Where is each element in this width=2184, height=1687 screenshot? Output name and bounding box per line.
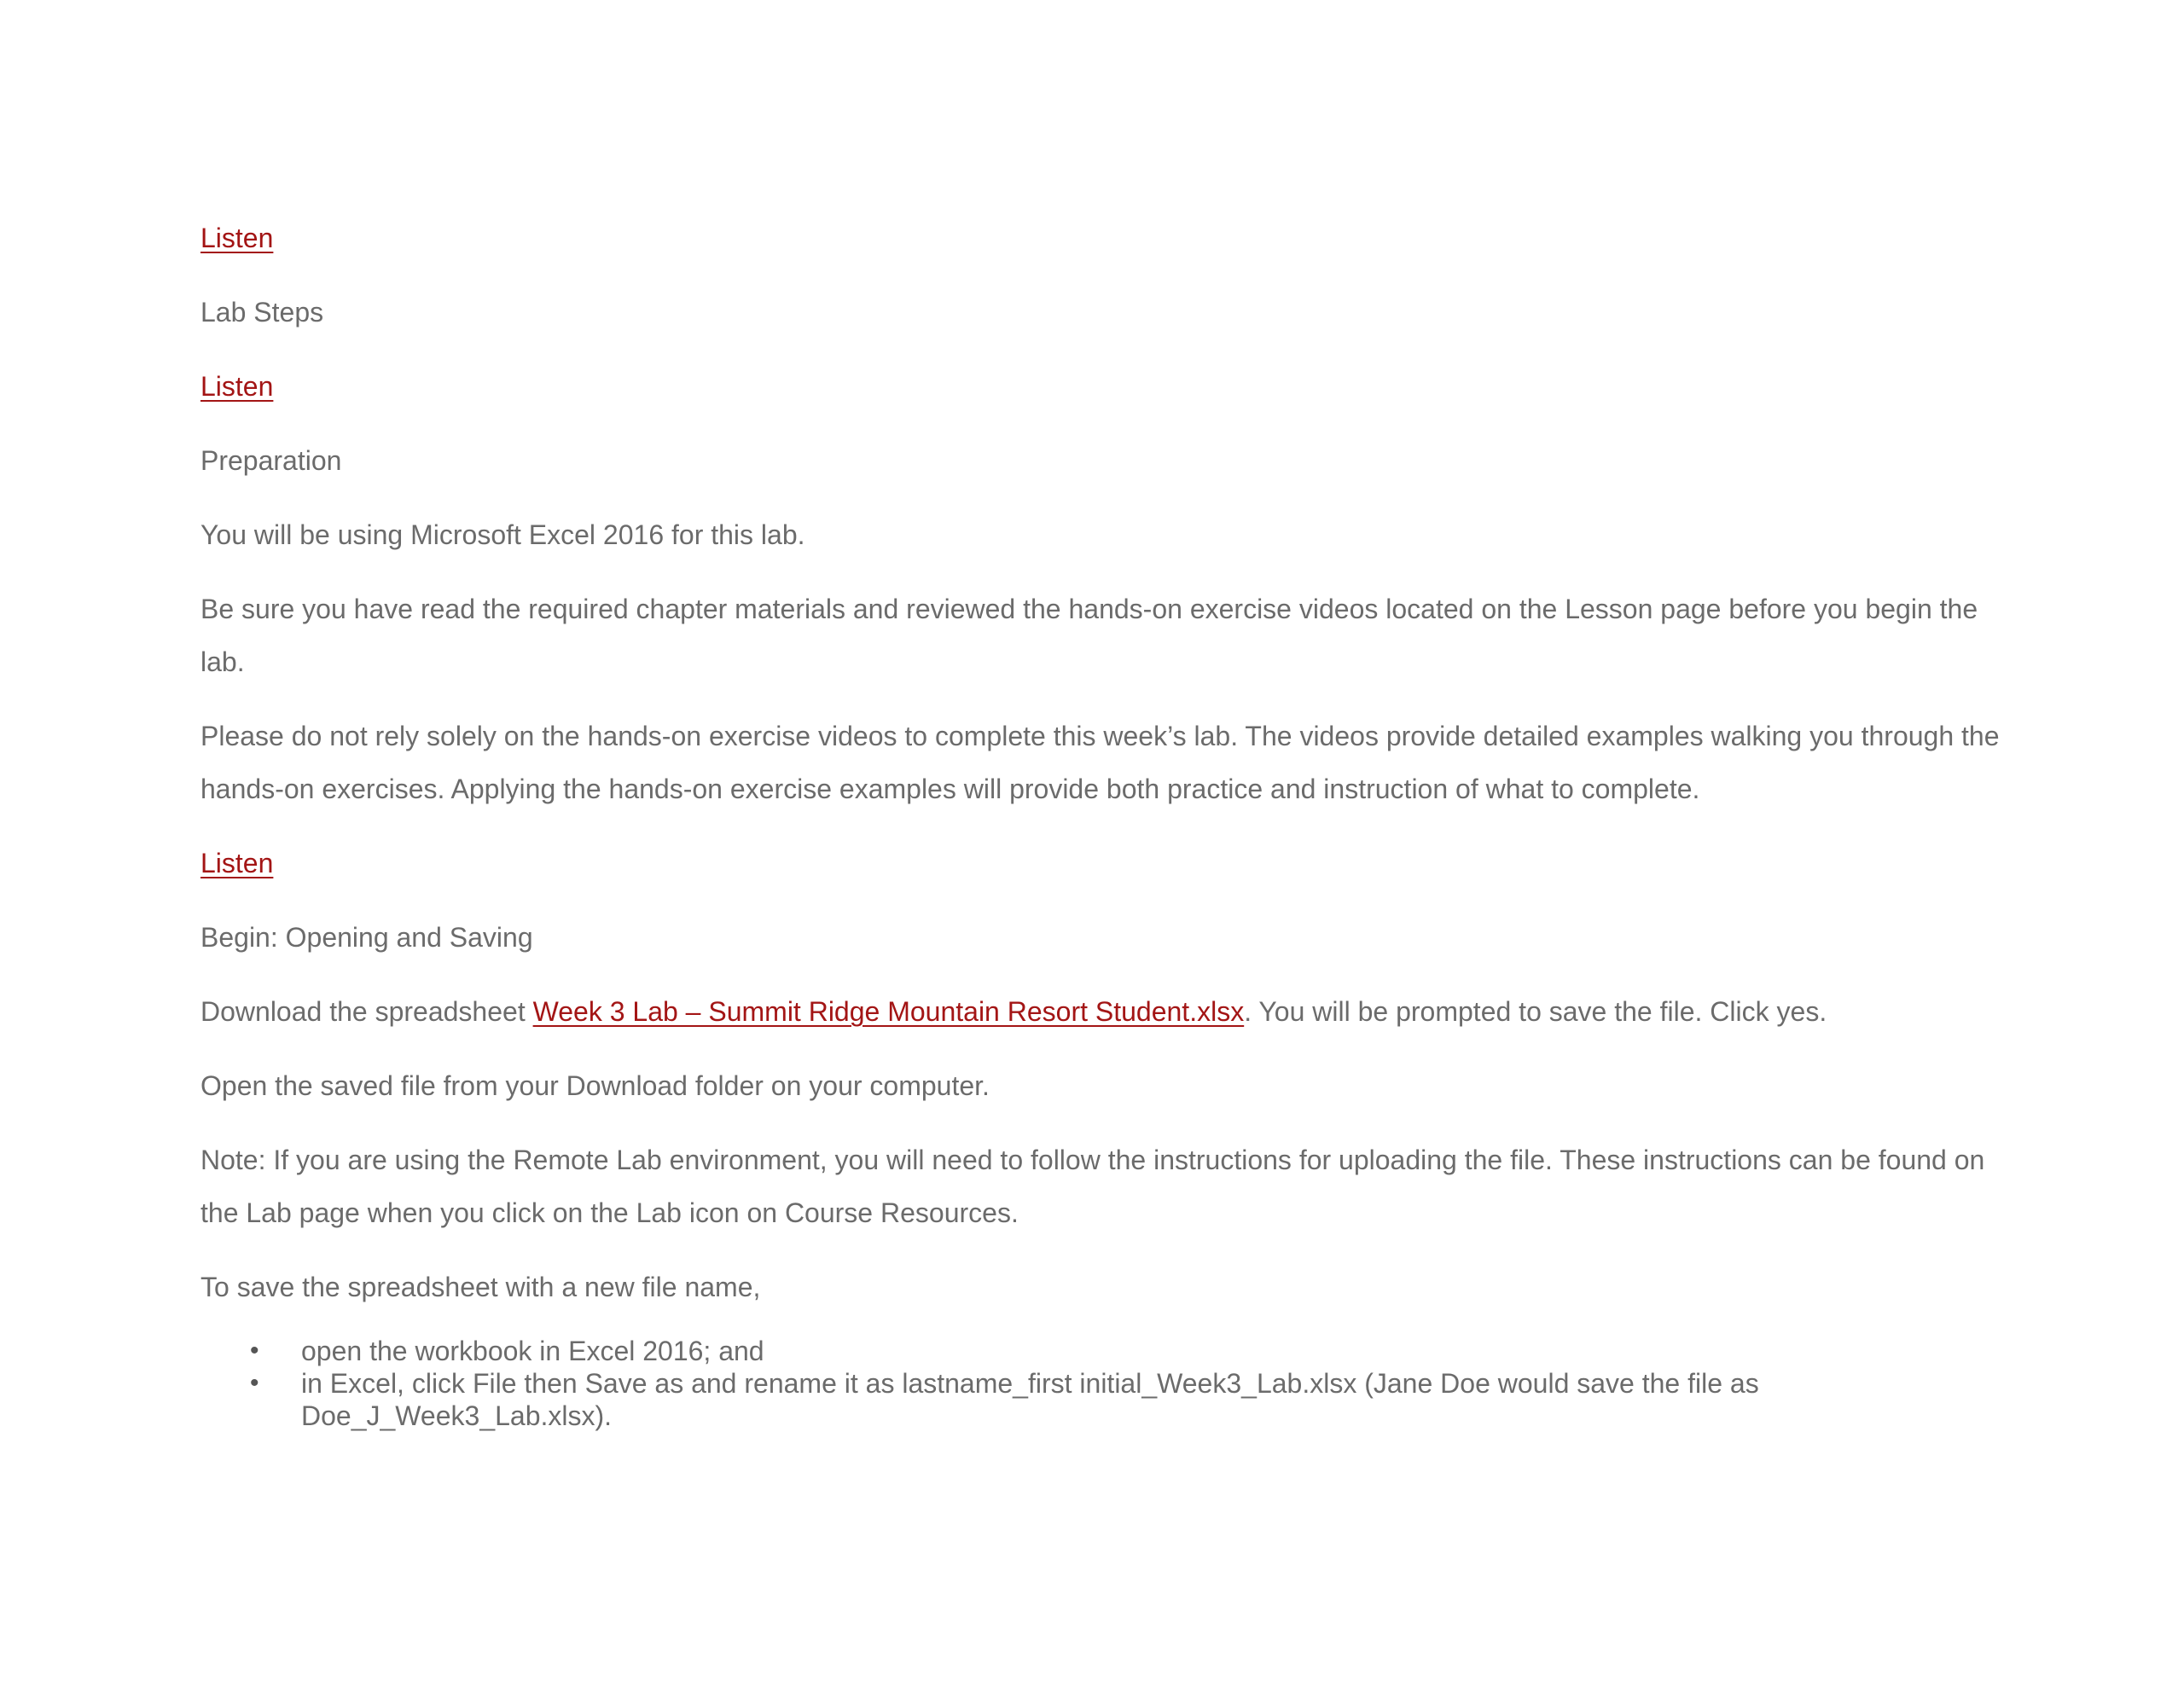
spreadsheet-download-link[interactable]: Week 3 Lab – Summit Ridge Mountain Resort Student.xlsx (532, 996, 1245, 1027)
open-saved-paragraph: Open the saved file from your Download folder on your computer. (200, 1070, 990, 1101)
lab-steps-heading: Lab Steps (200, 297, 324, 328)
listen-paragraph-2 (200, 360, 2013, 413)
begin-heading: Begin: Opening and Saving (200, 922, 533, 953)
list-item-text: in Excel, click File then Save as and rename it as lastname_first initial_Week3_Lab.xlsx (Jane Doe would save the file as Doe_J_Week3_Lab.xlsx). (301, 1368, 1759, 1431)
save-intro-paragraph: To save the spreadsheet with a new file name, (200, 1272, 761, 1302)
save-steps-list (200, 1335, 2013, 1432)
lab-instructions (200, 212, 2013, 1432)
listen-link-2[interactable]: Listen (200, 371, 274, 402)
prep-paragraph-excel-version: You will be using Microsoft Excel 2016 for this lab. (200, 519, 805, 550)
prep-paragraph-videos: Please do not rely solely on the hands-on exercise videos to complete this week’s lab. The videos provide detailed examples walking you through the hands-on exercises. Applying the hands-on exercise examples will provide both practice and instruction of what to complete. (200, 721, 2000, 804)
bullet-icon: • (250, 1369, 259, 1397)
preparation-heading: Preparation (200, 445, 342, 476)
listen-link-3[interactable]: Listen (200, 848, 274, 878)
listen-paragraph-1 (200, 212, 2013, 264)
list-item (200, 1335, 2007, 1367)
prep-paragraph-read-materials: Be sure you have read the required chapter materials and reviewed the hands-on exercise videos located on the Lesson page before you begin the lab. (200, 594, 1978, 677)
remote-lab-note: Note: If you are using the Remote Lab environment, you will need to follow the instructions for uploading the file. These instructions can be found on the Lab page when you click on the Lab icon on Course Resources. (200, 1145, 1985, 1228)
download-paragraph (200, 985, 2013, 1038)
listen-link-1[interactable]: Listen (200, 223, 274, 253)
download-prefix: Download the spreadsheet (200, 996, 533, 1027)
bullet-icon: • (250, 1336, 259, 1365)
list-item (200, 1367, 2007, 1432)
list-item-text: open the workbook in Excel 2016; and (301, 1336, 764, 1366)
listen-paragraph-3 (200, 837, 2013, 890)
download-suffix: . You will be prompted to save the file. Click yes. (1244, 996, 1827, 1027)
